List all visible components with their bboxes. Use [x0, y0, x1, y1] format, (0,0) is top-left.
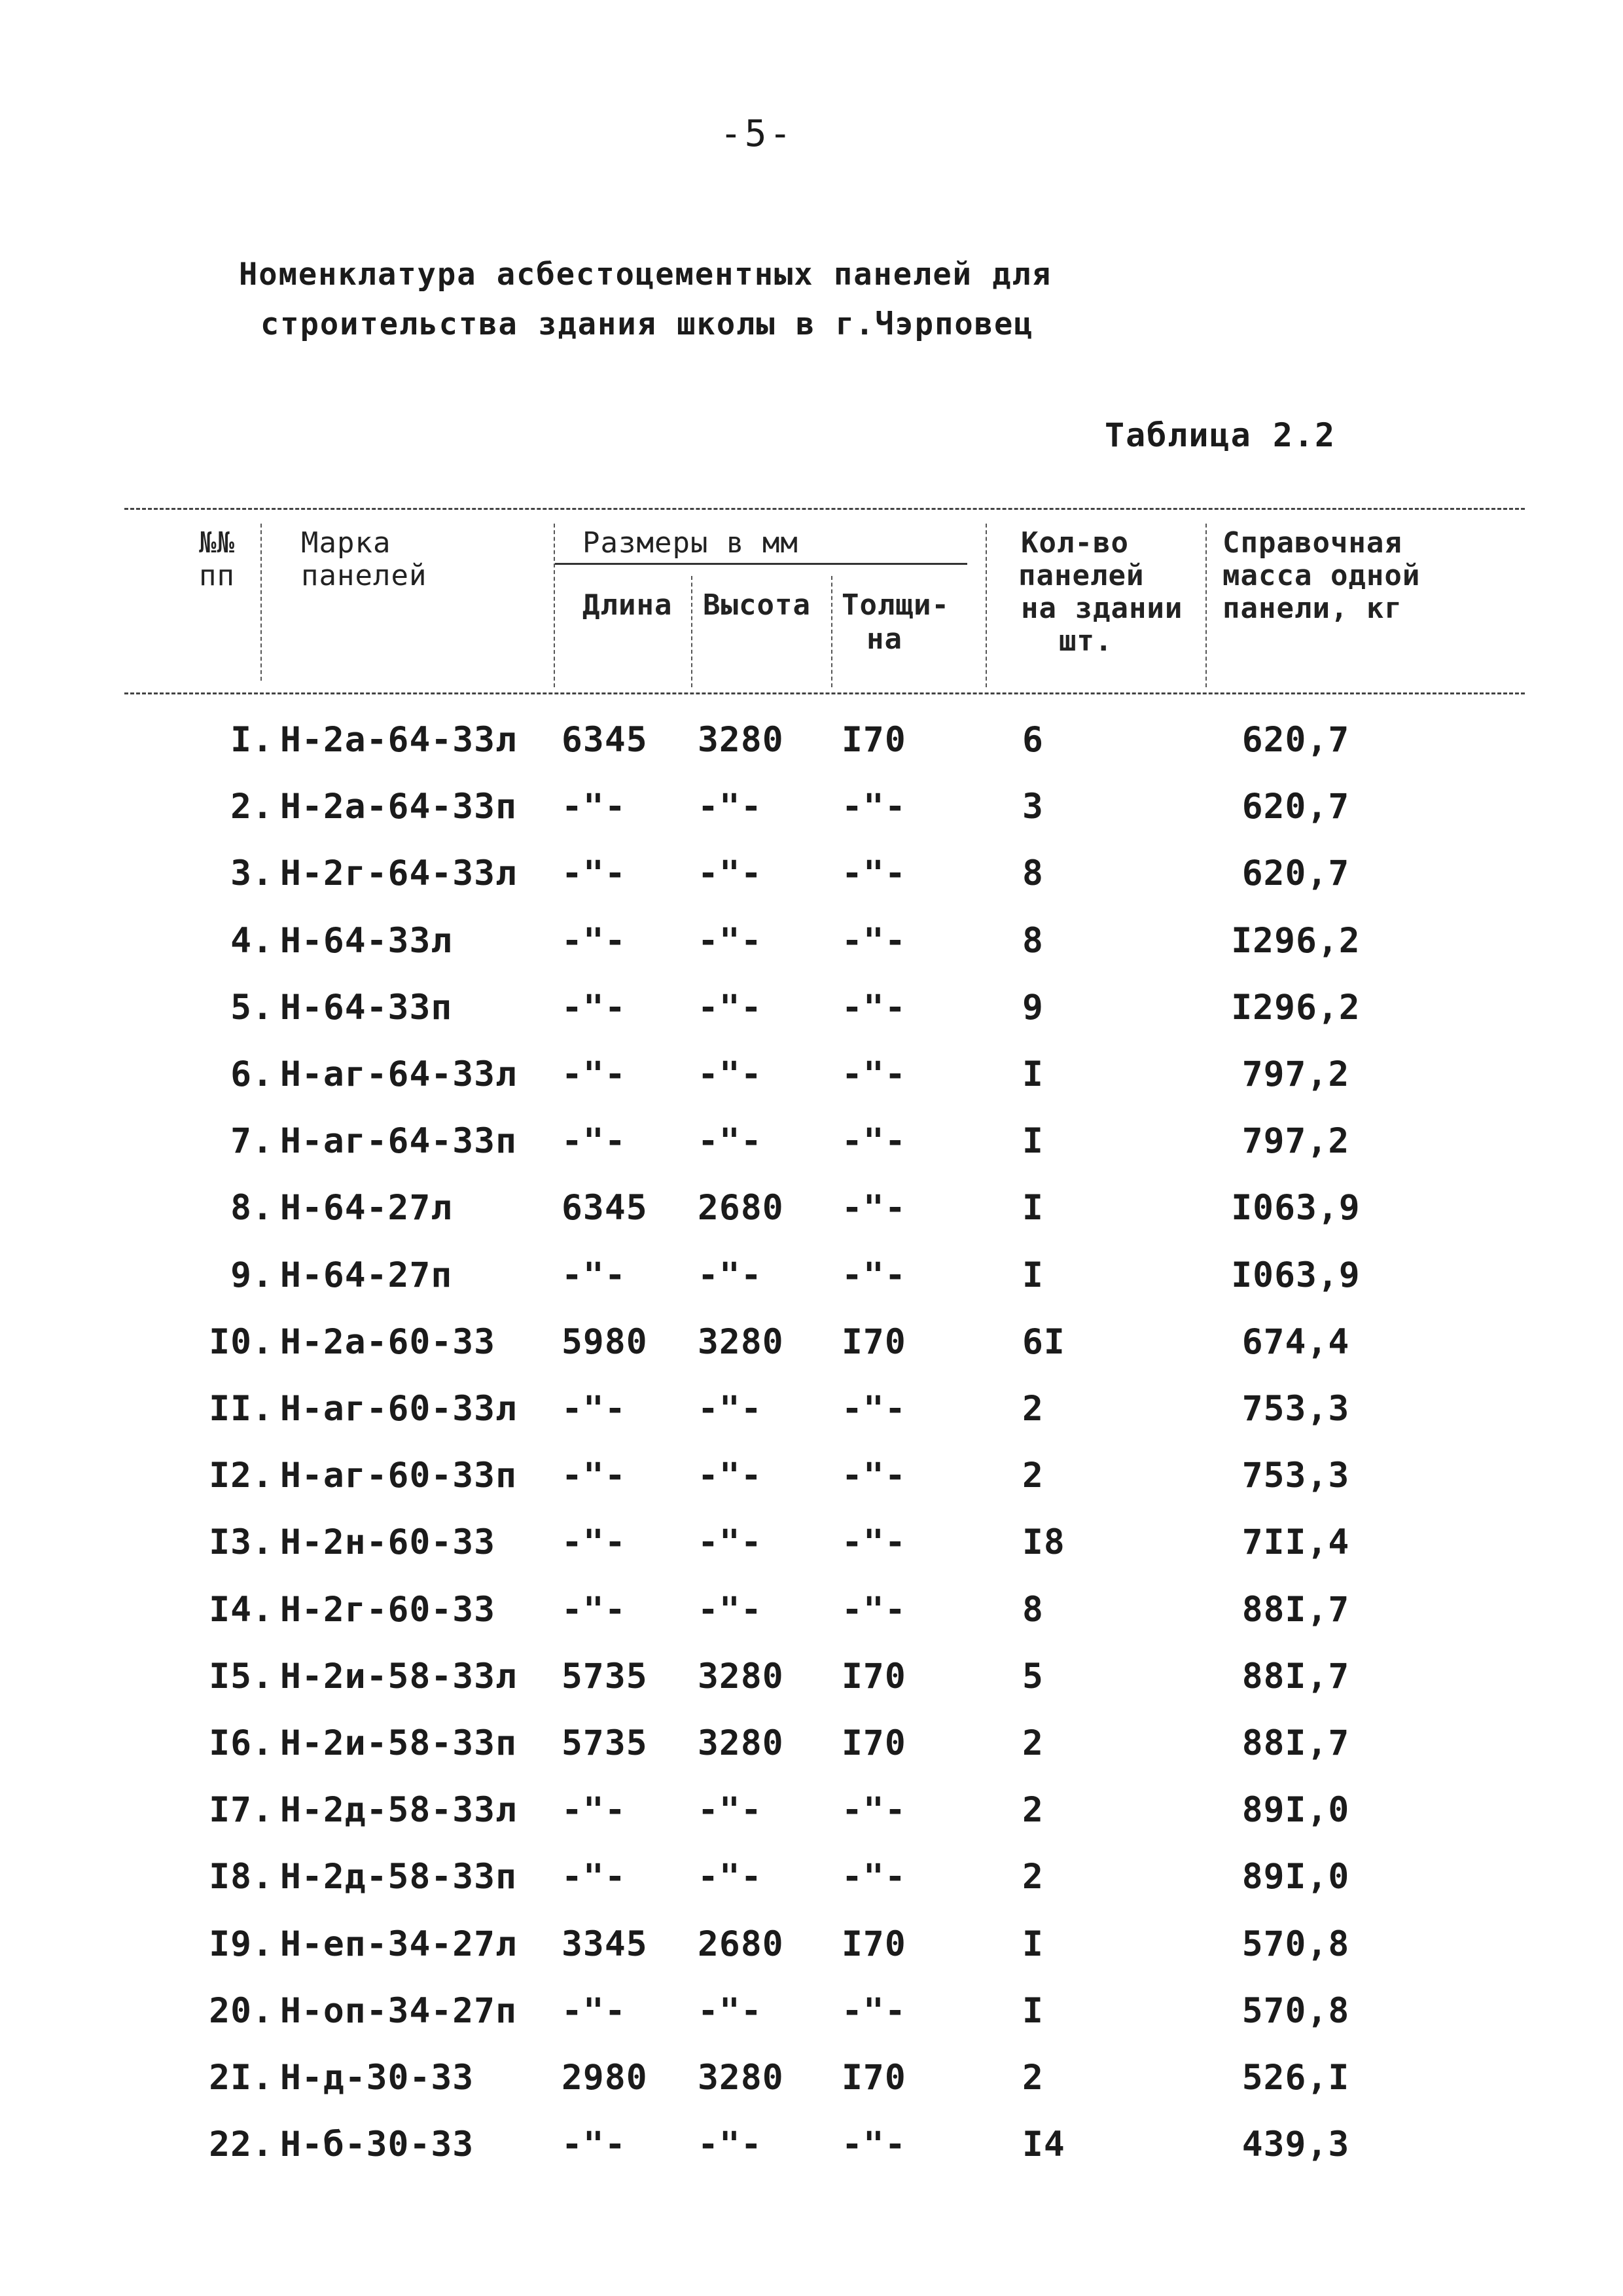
length-cell: 5735 [562, 1656, 648, 1696]
length-cell: 5980 [562, 1321, 648, 1362]
panel-mark: Н-аг-60-33л [280, 1389, 517, 1429]
panel-mark: Н-2и-58-33л [280, 1656, 517, 1696]
thickness-cell: I70 [842, 1656, 906, 1696]
height-cell: -"- [698, 853, 762, 894]
row-number: 7. [230, 1121, 274, 1162]
header-num-line1: №№ [199, 526, 235, 560]
header-count-line1: Кол-во [1021, 526, 1129, 560]
row-number: 2I. [209, 2058, 274, 2098]
mass-cell: 797,2 [1241, 1054, 1350, 1094]
length-cell: -"- [562, 1522, 626, 1563]
row-number: 3. [230, 853, 274, 894]
header-mark-line2: панелей [301, 559, 427, 592]
panel-mark: Н-2и-58-33п [280, 1723, 517, 1763]
mass-cell: 797,2 [1241, 1121, 1350, 1162]
header-count-line2: панелей [1018, 559, 1145, 592]
panel-mark: Н-64-33п [280, 987, 453, 1028]
count-cell: I [1022, 1924, 1044, 1964]
panel-mark: Н-2д-58-33п [280, 1857, 517, 1897]
row-number: I. [230, 720, 274, 760]
row-number: 22. [209, 2125, 274, 2165]
table-row [0, 1522, 1623, 1589]
mass-cell: 89I,0 [1241, 1790, 1350, 1831]
mass-cell: 753,3 [1241, 1389, 1350, 1429]
length-cell: -"- [562, 1589, 626, 1630]
panel-mark: Н-2а-60-33 [280, 1321, 496, 1362]
panel-mark: Н-64-33л [280, 920, 453, 961]
panel-mark: Н-2а-64-33л [280, 720, 517, 760]
height-cell: -"- [698, 1589, 762, 1630]
table-caption: Таблица 2.2 [1105, 416, 1336, 454]
panel-mark: Н-2г-64-33л [280, 853, 517, 894]
height-cell: -"- [698, 1522, 762, 1563]
row-number: 6. [230, 1054, 274, 1094]
count-cell: I [1022, 1054, 1044, 1094]
height-cell: -"- [698, 1456, 762, 1496]
thickness-cell: -"- [842, 1990, 906, 2031]
thickness-cell: -"- [842, 1255, 906, 1295]
table-row [0, 1121, 1623, 1188]
thickness-cell: I70 [842, 1924, 906, 1964]
header-length: Длина [582, 588, 673, 622]
header-sizes-group: Размеры в мм [582, 526, 798, 560]
length-cell: 6345 [562, 720, 648, 760]
row-number: 5. [230, 987, 274, 1028]
height-cell: -"- [698, 1121, 762, 1162]
length-cell: -"- [562, 1857, 626, 1897]
header-thickness-line2: на [866, 622, 902, 656]
mass-cell: 88I,7 [1241, 1589, 1350, 1630]
length-cell: -"- [562, 1121, 626, 1162]
title-line-1: Номенклатура асбестоцементных панелей для [239, 257, 1052, 293]
header-count-line3: на здании [1021, 592, 1183, 625]
thickness-cell: -"- [842, 787, 906, 827]
count-cell: I [1022, 1990, 1044, 2031]
mass-cell: I296,2 [1231, 987, 1361, 1028]
table-row [0, 2125, 1623, 2191]
header-mass-line2: масса одной [1222, 559, 1421, 592]
panel-mark: Н-д-30-33 [280, 2058, 474, 2098]
length-cell: -"- [562, 920, 626, 961]
length-cell: 6345 [562, 1188, 648, 1229]
length-cell: -"- [562, 987, 626, 1028]
height-cell: -"- [698, 1857, 762, 1897]
table-row [0, 1857, 1623, 1924]
height-cell: -"- [698, 1054, 762, 1094]
thickness-cell: I70 [842, 1723, 906, 1763]
mass-cell: I063,9 [1231, 1188, 1361, 1229]
height-cell: -"- [698, 1790, 762, 1831]
table-row [0, 1991, 1623, 2058]
height-cell: 3280 [698, 1723, 784, 1763]
row-number: II. [209, 1389, 274, 1429]
mass-cell: I063,9 [1231, 1255, 1361, 1295]
length-cell: -"- [562, 1054, 626, 1094]
thickness-cell: -"- [842, 1790, 906, 1831]
header-mass-line1: Справочная [1222, 526, 1402, 560]
table-row [0, 1322, 1623, 1389]
height-cell: -"- [698, 1255, 762, 1295]
height-cell: 3280 [698, 1656, 784, 1696]
count-cell: 2 [1022, 2058, 1044, 2098]
mass-cell: 674,4 [1241, 1321, 1350, 1362]
row-number: I4. [209, 1589, 274, 1630]
panel-mark: Н-аг-64-33л [280, 1054, 517, 1094]
length-cell: -"- [562, 1255, 626, 1295]
mass-cell: 620,7 [1241, 853, 1350, 894]
row-number: 4. [230, 920, 274, 961]
thickness-cell: -"- [842, 1054, 906, 1094]
count-cell: 5 [1022, 1656, 1044, 1696]
count-cell: I4 [1022, 2125, 1065, 2165]
mass-cell: 88I,7 [1241, 1656, 1350, 1696]
sizes-group-rule [555, 563, 967, 565]
length-cell: -"- [562, 2125, 626, 2165]
table-row [0, 1456, 1623, 1522]
height-cell: -"- [698, 1389, 762, 1429]
height-cell: 3280 [698, 720, 784, 760]
panel-mark: Н-2н-60-33 [280, 1522, 496, 1563]
count-cell: I [1022, 1188, 1044, 1229]
mass-cell: 570,8 [1241, 1990, 1350, 2031]
table-row [0, 2058, 1623, 2125]
thickness-cell: -"- [842, 853, 906, 894]
length-cell: 2980 [562, 2058, 648, 2098]
header-count-line4: шт. [1059, 624, 1113, 658]
count-cell: 6 [1022, 720, 1044, 760]
length-cell: -"- [562, 1990, 626, 2031]
table-row [0, 787, 1623, 853]
count-cell: 8 [1022, 920, 1044, 961]
table-row [0, 720, 1623, 787]
length-cell: -"- [562, 1790, 626, 1831]
row-number: I9. [209, 1924, 274, 1964]
height-cell: -"- [698, 787, 762, 827]
panel-mark: Н-2а-64-33п [280, 787, 517, 827]
table-row [0, 1790, 1623, 1857]
thickness-cell: -"- [842, 987, 906, 1028]
header-bottom-rule [124, 692, 1525, 694]
mass-cell: 620,7 [1241, 787, 1350, 827]
row-number: I5. [209, 1656, 274, 1696]
row-number: I8. [209, 1857, 274, 1897]
header-divider-2 [554, 524, 555, 687]
panel-mark: Н-64-27л [280, 1188, 453, 1229]
height-cell: -"- [698, 987, 762, 1028]
panel-mark: Н-оп-34-27п [280, 1990, 517, 2031]
table-row [0, 1188, 1623, 1255]
header-divider-6 [1205, 524, 1207, 687]
table-row [0, 1924, 1623, 1991]
panel-mark: Н-б-30-33 [280, 2125, 474, 2165]
header-num-line2: пп [199, 559, 235, 592]
thickness-cell: -"- [842, 1589, 906, 1630]
count-cell: 2 [1022, 1723, 1044, 1763]
height-cell: -"- [698, 920, 762, 961]
count-cell: 9 [1022, 987, 1044, 1028]
mass-cell: 88I,7 [1241, 1723, 1350, 1763]
header-divider-3 [691, 576, 692, 687]
mass-cell: 89I,0 [1241, 1857, 1350, 1897]
length-cell: -"- [562, 853, 626, 894]
header-divider-1 [260, 524, 262, 681]
table-row [0, 1657, 1623, 1723]
header-height: Высота [703, 588, 811, 622]
page-number: -5- [720, 113, 794, 155]
mass-cell: 753,3 [1241, 1456, 1350, 1496]
thickness-cell: -"- [842, 1188, 906, 1229]
thickness-cell: -"- [842, 1389, 906, 1429]
panel-mark: Н-аг-60-33п [280, 1456, 517, 1496]
count-cell: I [1022, 1255, 1044, 1295]
title-line-2: строительства здания школы в г.Чэрповец [260, 306, 1034, 342]
header-mark-line1: Марка [301, 526, 391, 560]
row-number: 2. [230, 787, 274, 827]
count-cell: 2 [1022, 1790, 1044, 1831]
thickness-cell: -"- [842, 1456, 906, 1496]
count-cell: I8 [1022, 1522, 1065, 1563]
height-cell: -"- [698, 2125, 762, 2165]
panel-mark: Н-2д-58-33л [280, 1790, 517, 1831]
height-cell: 2680 [698, 1188, 784, 1229]
thickness-cell: -"- [842, 1857, 906, 1897]
row-number: 9. [230, 1255, 274, 1295]
thickness-cell: -"- [842, 2125, 906, 2165]
table-row [0, 921, 1623, 988]
mass-cell: 570,8 [1241, 1924, 1350, 1964]
count-cell: 8 [1022, 1589, 1044, 1630]
header-mass-line3: панели, кг [1222, 592, 1402, 625]
table-row [0, 1054, 1623, 1121]
height-cell: -"- [698, 1990, 762, 2031]
height-cell: 3280 [698, 1321, 784, 1362]
table-row [0, 1723, 1623, 1790]
thickness-cell: -"- [842, 1121, 906, 1162]
thickness-cell: I70 [842, 2058, 906, 2098]
table-row [0, 1389, 1623, 1456]
mass-cell: I296,2 [1231, 920, 1361, 961]
count-cell: 2 [1022, 1389, 1044, 1429]
length-cell: -"- [562, 1389, 626, 1429]
row-number: I6. [209, 1723, 274, 1763]
count-cell: 2 [1022, 1456, 1044, 1496]
length-cell: 5735 [562, 1723, 648, 1763]
header-divider-4 [831, 576, 832, 687]
table-row [0, 1255, 1623, 1322]
height-cell: 2680 [698, 1924, 784, 1964]
panel-mark: Н-еп-34-27л [280, 1924, 517, 1964]
table-row [0, 1590, 1623, 1657]
row-number: I3. [209, 1522, 274, 1563]
mass-cell: 620,7 [1241, 720, 1350, 760]
thickness-cell: I70 [842, 720, 906, 760]
mass-cell: 7II,4 [1241, 1522, 1350, 1563]
row-number: 8. [230, 1188, 274, 1229]
thickness-cell: -"- [842, 1522, 906, 1563]
header-top-rule [124, 508, 1525, 510]
length-cell: -"- [562, 787, 626, 827]
header-divider-5 [986, 524, 987, 687]
height-cell: 3280 [698, 2058, 784, 2098]
count-cell: 3 [1022, 787, 1044, 827]
thickness-cell: -"- [842, 920, 906, 961]
count-cell: 2 [1022, 1857, 1044, 1897]
mass-cell: 526,I [1241, 2058, 1350, 2098]
mass-cell: 439,3 [1241, 2125, 1350, 2165]
row-number: I0. [209, 1321, 274, 1362]
table-row [0, 988, 1623, 1054]
row-number: 20. [209, 1990, 274, 2031]
panel-mark: Н-64-27п [280, 1255, 453, 1295]
panel-mark: Н-2г-60-33 [280, 1589, 496, 1630]
panel-mark: Н-аг-64-33п [280, 1121, 517, 1162]
count-cell: I [1022, 1121, 1044, 1162]
row-number: I2. [209, 1456, 274, 1496]
count-cell: 6I [1022, 1321, 1065, 1362]
thickness-cell: I70 [842, 1321, 906, 1362]
count-cell: 8 [1022, 853, 1044, 894]
length-cell: -"- [562, 1456, 626, 1496]
length-cell: 3345 [562, 1924, 648, 1964]
row-number: I7. [209, 1790, 274, 1831]
table-row [0, 853, 1623, 920]
header-thickness-line1: Толщи- [842, 588, 950, 622]
